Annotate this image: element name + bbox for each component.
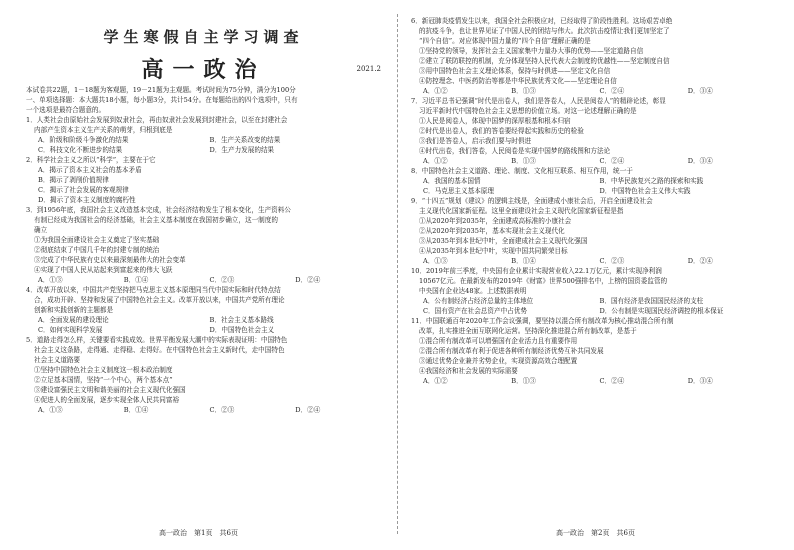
question-8 — [411, 166, 776, 176]
text-line: 3．到1956年底，我国社会主义改造基本完成，社会经济结构发生了根本变化，生产资料公 — [26, 206, 291, 214]
option-d: D．中国特色社会主义伟大实践 — [599, 187, 691, 195]
option-a: A．①③ — [38, 406, 63, 414]
option-a: A．揭示了资本主义社会的基本矛盾 — [38, 166, 142, 174]
option-b: B．社会主义基本路线 — [209, 316, 274, 324]
text-line: ②建立了联防联控的机制，充分体现坚持人民代表大会制度的优越性——坚定制度自信 — [419, 57, 670, 65]
question-10 — [411, 266, 776, 296]
text-line: ③从2035年到本世纪中叶，全面建成社会主义现代化强国 — [419, 237, 588, 245]
right-page — [397, 0, 794, 550]
text-line: 7．习近平总书记强调“时代是出卷人，我们是答卷人，人民是阅卷人”的精辟论述，彰显 — [411, 97, 666, 105]
text-line: ③通过优势企业兼并劣势企业，实现资源高效合理配置 — [419, 357, 578, 365]
exam-date: 2021.2 — [356, 65, 381, 73]
question-1-options — [26, 135, 381, 155]
subject-row — [26, 51, 381, 81]
question-5 — [26, 335, 381, 405]
text-line: ③用中国特色社会主义理论体系，保持与时俱进——坚定文化自信 — [419, 67, 611, 75]
question-3-options — [26, 275, 381, 285]
question-6 — [411, 16, 776, 86]
option-a: A．①③ — [38, 276, 63, 284]
text-line: ④我国经济和社会发展的实际需要 — [419, 367, 518, 375]
text-line: ②立足基本国情，坚持“一个中心，两个基本点” — [34, 376, 173, 384]
survey-title: 学生寒假自主学习调查 — [103, 28, 304, 46]
text-line: 的抗疫斗争，也让世界见证了中国人民的团结与伟大。此次抗击疫情让我们更加坚定了 — [419, 27, 670, 35]
option-b: B．①④ — [511, 257, 536, 265]
option-d: D．②④ — [687, 257, 713, 265]
option-a: A．阶级和阶级斗争激化的结果 — [38, 136, 129, 144]
option-a: A．①② — [423, 157, 448, 165]
option-d: D．③④ — [687, 377, 713, 385]
option-d: D．②④ — [295, 406, 321, 414]
option-c: C．②④ — [599, 157, 625, 165]
text-line: 1．人类社会由原始社会发展到奴隶社会，再由奴隶社会发展到封建社会，以至在封建社会 — [26, 116, 288, 124]
text-line: 内部产生资本主义生产关系的萌芽，归根到底是 — [34, 126, 173, 134]
option-c: C．国有资产在社会总资产中占优势 — [423, 307, 527, 315]
text-line: 中央国有企业达48家。上述数据表明 — [419, 287, 527, 295]
text-line: ②时代是出卷人，我们的答卷要经得起实践和历史的检验 — [419, 127, 584, 135]
text-line: ①人民是阅卷人，体现中国梦的深厚根基和根本归宿 — [419, 117, 571, 125]
option-b: B．揭示了剥削价值规律 — [38, 176, 109, 184]
option-b: B．①③ — [511, 377, 536, 385]
text-line: 有制已经成为我国社会的经济基础，社会主义基本制度在我国初步确立，这一制度的 — [34, 216, 278, 224]
option-c: C．②③ — [599, 257, 625, 265]
section-heading — [26, 95, 381, 115]
option-a: A．我国的基本国情 — [423, 177, 481, 185]
option-d: D．③④ — [687, 87, 713, 95]
option-b: B．中华民族复兴之路的探索和实践 — [599, 177, 704, 185]
option-c: C．科技文化不断进步的结果 — [38, 146, 123, 154]
exam-instructions — [26, 85, 381, 95]
text-line: ④时代出卷，我们答卷，人民阅卷是实现中国梦的路线图和方法论 — [419, 147, 611, 155]
text-line: ④促进人的全面发展，逐步实现全体人民共同富裕 — [34, 396, 180, 404]
text-line: ④实现了中国人民从站起来到富起来的伟大飞跃 — [34, 266, 173, 274]
text-line: 4．改革开放以来，中国共产党坚持把马克思主义基本原理同当代中国实际和时代特点结 — [26, 286, 281, 294]
question-1 — [26, 115, 381, 135]
text-line: ①为我国全面建设社会主义奠定了坚实基础 — [34, 236, 160, 244]
question-2-options — [26, 165, 381, 205]
text-line: 合，成功开辟、坚持和发展了中国特色社会主义。改革开放以来，中国共产党所有理论 — [34, 296, 285, 304]
option-b: B．生产关系改变的结果 — [209, 136, 281, 144]
question-8-options — [411, 176, 776, 196]
option-c: C．②④ — [599, 377, 625, 385]
subject-title: 高一政治 — [141, 57, 266, 83]
text-line: 本试卷共22题，1－18题为客观题，19－21题为主观题。考试时间为75分钟，满分为100分 — [26, 86, 296, 94]
question-11-options — [411, 376, 776, 386]
option-b: B．国有经济是我国国民经济的支柱 — [599, 297, 704, 305]
option-c: C．马克思主义基本原理 — [423, 187, 494, 195]
option-b: B．①③ — [511, 157, 536, 165]
text-line: 一个选项是最符合题意的。 — [26, 106, 106, 114]
question-2 — [26, 155, 381, 165]
text-line: 创新和实践创新的主题都是 — [34, 306, 114, 314]
text-line: ①坚持中国特色社会主义制度这一根本政治制度 — [34, 366, 173, 374]
option-d: D．③④ — [687, 157, 713, 165]
question-9 — [411, 196, 776, 256]
option-c: C．②③ — [209, 406, 235, 414]
option-d: D．生产力发展的结果 — [209, 146, 275, 154]
text-line: 社会主义这条路，走得通、走得稳、走得好。在中国特色社会主义新时代，走中国特色 — [34, 346, 285, 354]
right-page-footer: 高一政治 第2页 共6页 — [556, 529, 635, 537]
question-7 — [411, 96, 776, 156]
option-c: C．揭示了社会发展的客观规律 — [38, 186, 129, 194]
option-d: D．②④ — [295, 276, 321, 284]
option-b: B．①③ — [511, 87, 536, 95]
text-line: ①混合所有制改革可以增强国有企业活力且有重要作用 — [419, 337, 578, 345]
option-c: C．如何实现科学发展 — [38, 326, 103, 334]
option-b: B．①④ — [123, 276, 149, 284]
option-b: B．①④ — [123, 406, 149, 414]
left-page-footer: 高一政治 第1页 共6页 — [159, 529, 238, 537]
text-line: 确立 — [34, 226, 48, 234]
text-line: 一、单项选择题：本大题共18小题，每小题3分，共计54分。在每题给出的四个选项中，只有 — [26, 96, 298, 104]
text-line: 2．科学社会主义之所以“科学”，主要在于它 — [26, 156, 156, 164]
text-line: ③我们是答卷人，启示我们要与时俱进 — [419, 137, 532, 145]
question-4 — [26, 285, 381, 315]
text-line: ①从2020年到2035年，全面建成高标准的小康社会 — [419, 217, 572, 225]
text-line: 社会主义道路要 — [34, 356, 81, 364]
text-line: ③建设富强民主文明和谐美丽的社会主义现代化强国 — [34, 386, 186, 394]
text-line: 主义现代化国家新征程。这里全面建设社会主义现代化国家新征程是指 — [419, 207, 624, 215]
text-line: ③完成了中华民族有史以来最深刻最伟大的社会变革 — [34, 256, 186, 264]
text-line: ④防控理念、中医药防治等都是中华民族优秀文化——坚定理论自信 — [419, 77, 617, 85]
text-line: 8．中国特色社会主义道路、理论、制度、文化相互联系、相互作用，统一于 — [411, 167, 633, 175]
question-9-options — [411, 256, 776, 266]
question-4-options — [26, 315, 381, 335]
text-line: ②彻底结束了中国几千年的封建专制的统治 — [34, 246, 160, 254]
option-d: D．揭示了资本主义制度的腐朽性 — [38, 196, 136, 204]
text-line: ②混合所有制改革有利于促进各种所有制经济优势互补共同发展 — [419, 347, 604, 355]
question-10-options — [411, 296, 776, 316]
text-line: ④从2035年到本世纪中叶，实现中国共同繁荣目标 — [419, 247, 568, 255]
option-a: A．①② — [423, 87, 448, 95]
question-3 — [26, 205, 381, 275]
text-line: 5．道路走得怎么样，关键要看实践成效。世界平衡发展大潮中的实际表现证明：中国特色 — [26, 336, 288, 344]
question-7-options — [411, 156, 776, 166]
text-line: 10．2019年前三季度，中央国有企业累计实现营业收入22.1万亿元，累计实现净利润 — [411, 267, 662, 275]
text-line: ①坚持党的领导，发挥社会主义国家集中力量办大事的优势——坚定道路自信 — [419, 47, 644, 55]
option-a: A．公有制经济占经济总量的主体地位 — [423, 297, 534, 305]
option-c: C．②③ — [209, 276, 235, 284]
text-line: 9．“十四五”规划《建议》的逻辑主线是，全面建成小康社会后，开启全面建设社会 — [411, 197, 653, 205]
option-a: A．全面发展的建设理论 — [38, 316, 109, 324]
option-a: A．①③ — [423, 257, 448, 265]
question-6-options — [411, 86, 776, 96]
text-line: “四个自信”。对应体现中国力量的“四个自信”理解正确的是 — [419, 37, 591, 45]
text-line: 10567亿元。在最新发布的2019年《财富》世界500强排名中，上榜的国资委监管的 — [419, 277, 668, 285]
text-line: ②从2020年到2035年，基本实现社会主义现代化 — [419, 227, 565, 235]
option-c: C．②④ — [599, 87, 625, 95]
option-d: D．中国特色社会主义 — [209, 326, 275, 334]
text-line: 11．中国联通百年2020年工作会议强调，要坚持以混合所有制改革为核心推动混合所有制 — [411, 317, 674, 325]
question-5-options — [26, 405, 381, 415]
option-a: A．①② — [423, 377, 448, 385]
text-line: 6．新冠肺炎疫情发生以来，我国全社会积极应对，已经取得了阶段性胜利。这场艰苦卓绝 — [411, 17, 673, 25]
text-line: 习近平新时代中国特色社会主义思想的价值立场。对这一论述理解正确的是 — [419, 107, 637, 115]
text-line: 改革，扎实推进全面互联网化运营。坚持深化推进混合所有制改革，是基于 — [419, 327, 637, 335]
question-11 — [411, 316, 776, 376]
option-d: D．公有制是实现国民经济调控的根本保证 — [599, 307, 724, 315]
